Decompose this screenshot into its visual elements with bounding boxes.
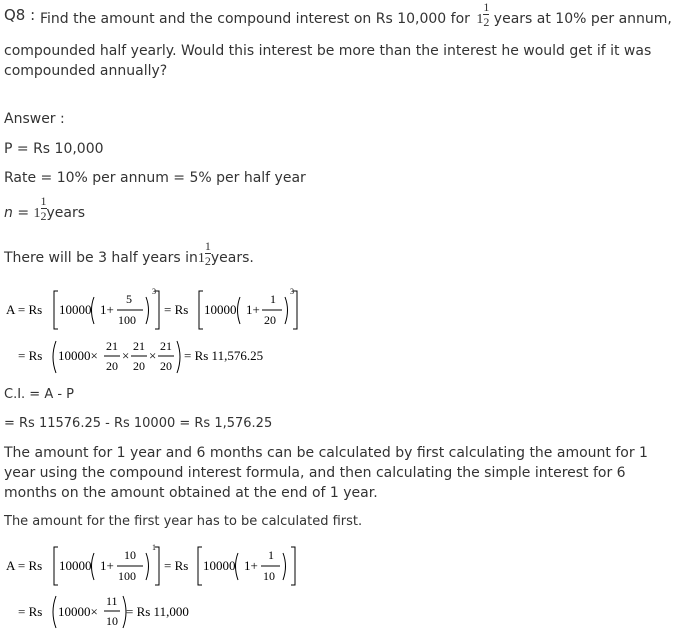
n-fraction-den: 2	[40, 208, 47, 223]
eq3-num2: 1	[268, 548, 274, 562]
answer-label: Answer :	[4, 111, 65, 127]
eq3-one-plus2: 1+	[244, 558, 258, 573]
eq2-result: = Rs 11,576.25	[184, 348, 264, 363]
n-variable: n	[4, 205, 13, 221]
first-year-text: The amount for the first year has to be calculated first.	[4, 514, 363, 529]
n-fraction-num: 1	[40, 193, 47, 208]
eq3-principal2: 10000	[203, 558, 236, 573]
eq1-lhs: A = Rs	[6, 302, 43, 317]
rate-text: Rate = 10% per annum = 5% per half year	[4, 170, 306, 186]
n-years: years	[46, 205, 86, 221]
question-line2: compounded half yearly. Would this interest be more than the interest he would get if it was	[4, 43, 652, 59]
eq2-fnum-2: 21	[133, 339, 145, 353]
question-mixed-whole: 1	[476, 12, 484, 27]
eq3-mid: = Rs	[164, 558, 189, 573]
eq4-fnum: 11	[106, 594, 118, 608]
eq1-principal: 10000	[59, 302, 92, 317]
question-line3: compounded annually?	[4, 63, 168, 79]
principal-text: P = Rs 10,000	[4, 141, 104, 157]
eq2-principal: 10000×	[58, 348, 98, 363]
half-whole: 1	[197, 251, 205, 266]
eq1-mid: = Rs	[164, 302, 189, 317]
question-fraction-num: 1	[483, 0, 490, 14]
eq3-principal: 10000	[59, 558, 92, 573]
eq1-num1: 5	[126, 292, 132, 306]
question-line1-a: Find the amount and the compound interest on Rs 10,000 for	[40, 11, 470, 27]
question-fraction-den: 2	[483, 14, 490, 29]
question-label: Q8 :	[4, 6, 36, 24]
half-fraction-num: 1	[204, 238, 211, 253]
eq2-lhs: = Rs	[18, 348, 43, 363]
n-whole: 1	[33, 206, 41, 221]
eq3-exp: 1	[152, 543, 156, 552]
eq3-lhs: A = Rs	[6, 558, 43, 573]
eq2-fden-3: 20	[160, 359, 172, 373]
eq3-den1: 100	[118, 569, 136, 583]
eq1-one-plus2: 1+	[246, 302, 260, 317]
half-fraction-den: 2	[204, 253, 211, 268]
eq2-times-1: ×	[122, 348, 130, 363]
ci-formula: C.I. = A - P	[4, 387, 75, 402]
eq1-exp: 3	[152, 287, 156, 296]
eq4-result: = Rs 11,000	[126, 604, 189, 619]
eq2-fnum-3: 21	[160, 339, 172, 353]
eq1-exp2: 3	[290, 287, 294, 296]
eq4-lhs: = Rs	[18, 604, 43, 619]
explanation-paragraph: The amount for 1 year and 6 months can be calculated by first calculating the amount for 1 year using the compound interest formula, and then calculating the simple interest for 6 months on the amount obtained at the end of 1 year.	[4, 445, 648, 501]
eq3-num1: 10	[124, 548, 136, 562]
eq4-principal: 10000×	[58, 604, 98, 619]
n-equals: =	[12, 205, 34, 221]
eq2-fnum-1: 21	[106, 339, 118, 353]
eq1-den2: 20	[264, 313, 276, 327]
eq1-num2: 1	[270, 292, 276, 306]
eq2-fden-1: 20	[106, 359, 118, 373]
ci-value: = Rs 11576.25 - Rs 10000 = Rs 1,576.25	[4, 416, 273, 431]
half-years-text-b: years.	[210, 250, 254, 266]
eq2-times-2: ×	[149, 348, 157, 363]
eq1-principal2: 10000	[204, 302, 237, 317]
eq2-fden-2: 20	[133, 359, 145, 373]
eq1-den1: 100	[118, 313, 136, 327]
eq1-one-plus: 1+	[100, 302, 114, 317]
half-years-text-a: There will be 3 half years in	[4, 250, 198, 266]
eq4-fden: 10	[106, 614, 118, 628]
question-line1-b: years at 10% per annum,	[493, 11, 672, 27]
eq3-one-plus: 1+	[100, 558, 114, 573]
eq3-den2: 10	[263, 569, 275, 583]
